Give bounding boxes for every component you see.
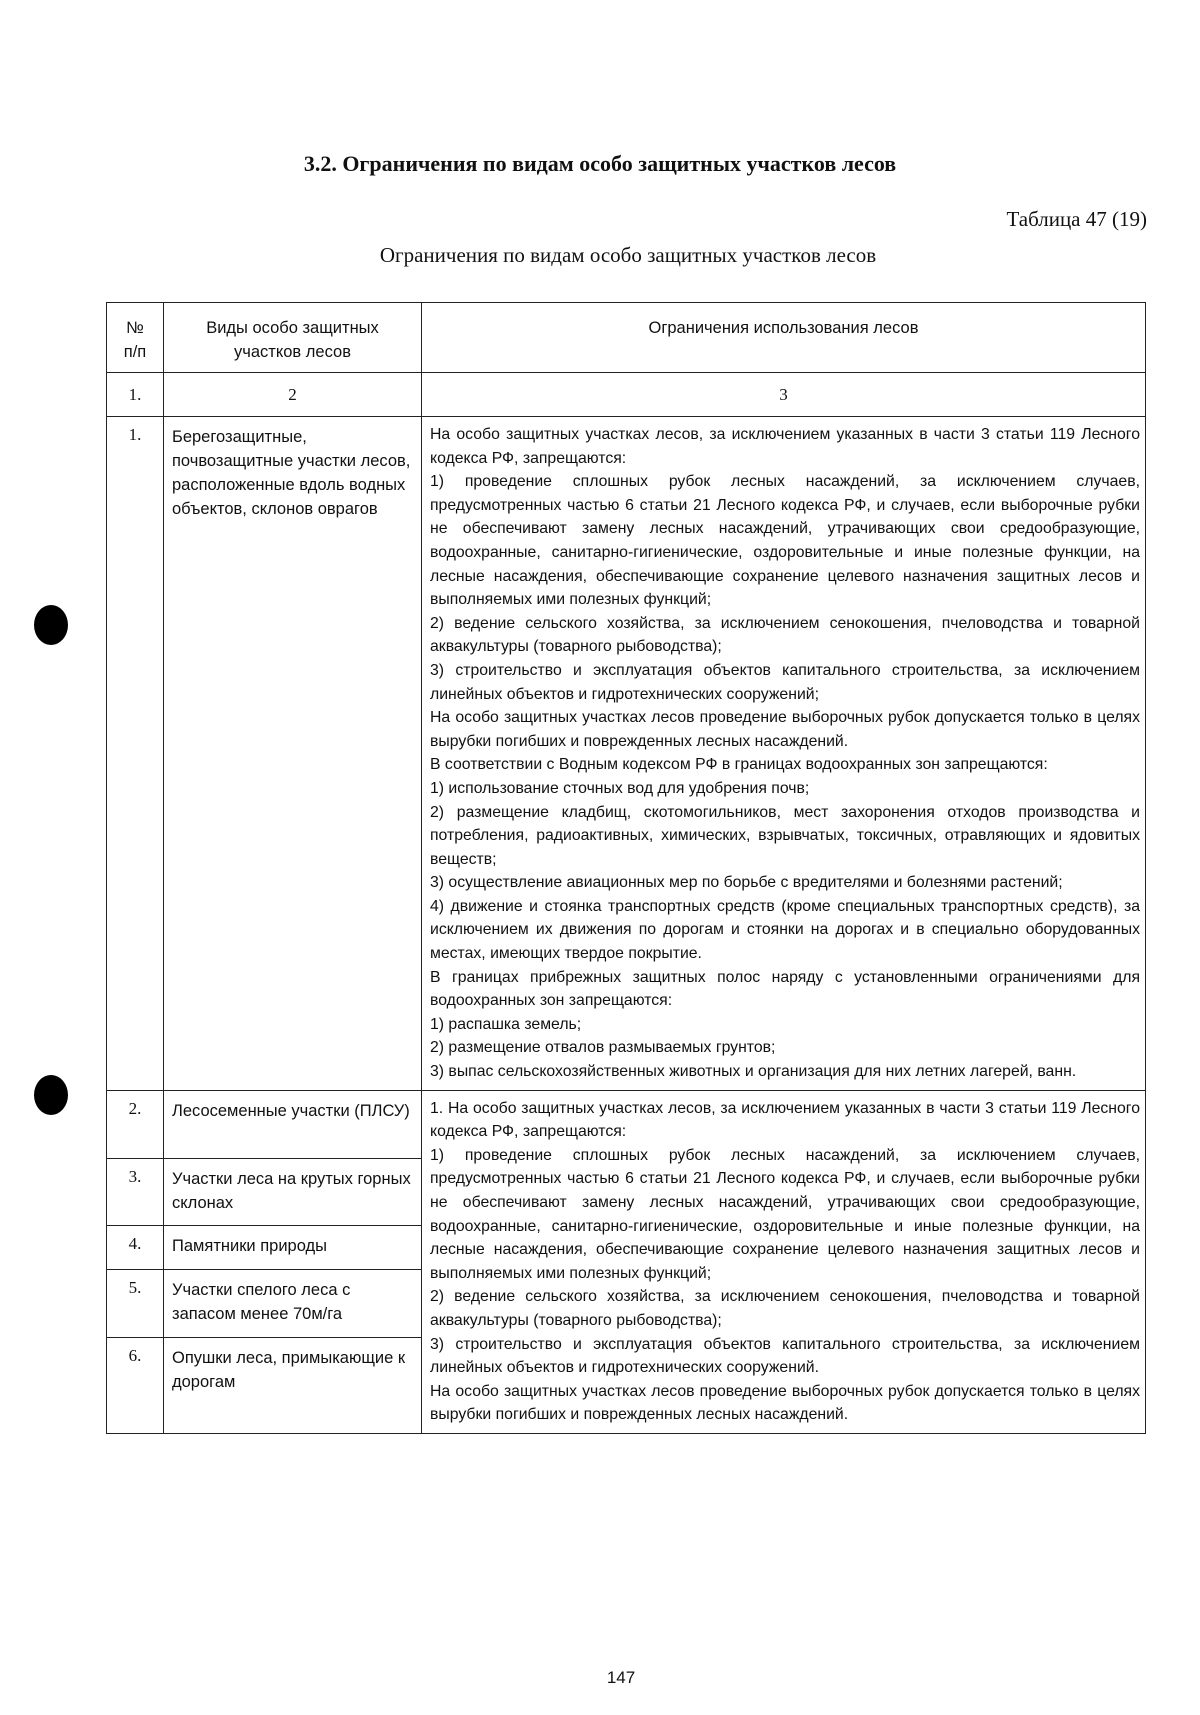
row-number: 1.	[107, 417, 164, 1091]
column-number: 3	[422, 373, 1146, 417]
restriction-paragraph: На особо защитных участках лесов проведение выборочных рубок допускается только в целях вырубки погибших и поврежденных лесных насаждений.	[430, 709, 1140, 750]
restriction-paragraph: 1) использование сточных вод для удобрения почв;	[430, 779, 810, 797]
header-kind: Виды особо защитных участков лесов	[164, 303, 422, 373]
row-kind: Опушки леса, примыкающие к дорогам	[164, 1337, 422, 1433]
row-number: 2.	[107, 1090, 164, 1158]
row-number: 3.	[107, 1158, 164, 1225]
row-restriction	[422, 1090, 1146, 1433]
table-caption: Ограничения по видам особо защитных участков лесов	[379, 243, 877, 267]
row-number: 5.	[107, 1269, 164, 1337]
restriction-paragraph: 1) распашка земель;	[430, 1015, 582, 1033]
restriction-paragraph: 1. На особо защитных участках лесов, за исключением указанных в части 3 статьи 119 Лесного кодекса РФ, запрещаются:	[430, 1099, 1140, 1141]
column-number-row	[107, 373, 1146, 417]
restriction-paragraph: 2) размещение отвалов размываемых грунтов;	[430, 1039, 776, 1057]
restriction-paragraph: 3) строительство и эксплуатация объектов капитального строительства, за исключением линейных объектов и гидротехнических сооружений.	[430, 1335, 1140, 1377]
restriction-paragraph: На особо защитных участках лесов проведение выборочных рубок допускается только в целях вырубки погибших и поврежденных лесных насаждений.	[430, 1382, 1140, 1424]
column-number: 2	[164, 373, 422, 417]
restriction-paragraph: 2) ведение сельского хозяйства, за исключением сенокошения, пчеловодства и товарной аквакультуры (товарного рыбоводства);	[430, 614, 1140, 656]
restriction-paragraph: 4) движение и стоянка транспортных средств (кроме специальных транспортных средств), за исключением их движения по дорогам и стоянки на дорогах и в специально оборудованных местах, имеющих твердое покрытие.	[430, 897, 1140, 963]
restriction-paragraph: 3) строительство и эксплуатация объектов капитального строительства, за исключением линейных объектов и гидротехнических сооружений;	[430, 661, 1140, 703]
header-num: № п/п	[107, 303, 164, 373]
row-kind: Участки спелого леса с запасом менее 70м/га	[164, 1269, 422, 1337]
punch-hole-top	[34, 605, 68, 645]
restriction-paragraph: 3) осуществление авиационных мер по борьбе с вредителями и болезнями растений;	[430, 874, 1063, 892]
restrictions-table	[106, 302, 1146, 1434]
restriction-paragraph: 1) проведение сплошных рубок лесных насаждений, за исключением случаев, предусмотренных частью 6 статьи 21 Лесного кодекса РФ, и случаев, если выборочные рубки не обеспечивают замену лесных насаждений, утрачивающих свои средообразующие, водоохранные, санитарно-гигиенические, оздоровительные и иные полезные функции, на лесные насаждения, обеспечивающие сохранение целевого назначения защитных лесов и выполняемых ими полезных функций;	[430, 473, 1140, 609]
row-kind: Памятники природы	[164, 1225, 422, 1269]
restriction-paragraph: В соответствии с Водным кодексом РФ в границах водоохранных зон запрещаются:	[430, 756, 1048, 774]
restriction-paragraph: 3) выпас сельскохозяйственных животных и организация для них летних лагерей, ванн.	[430, 1063, 1077, 1081]
row-kind: Участки леса на крутых горных склонах	[164, 1158, 422, 1225]
restriction-paragraph: 2) ведение сельского хозяйства, за исключением сенокошения, пчеловодства и товарной аквакультуры (товарного рыбоводства);	[430, 1288, 1140, 1329]
row-number: 4.	[107, 1225, 164, 1269]
row-number: 6.	[107, 1337, 164, 1433]
section-title: 3.2. Ограничения по видам особо защитных участков лесов	[303, 151, 897, 176]
header-restriction: Ограничения использования лесов	[422, 303, 1146, 373]
row-restriction	[422, 417, 1146, 1091]
row-kind: Лесосеменные участки (ПЛСУ)	[164, 1090, 422, 1158]
restriction-paragraph: 2) размещение кладбищ, скотомогильников, мест захоронения отходов производства и потребления, радиоактивных, химических, взрывчатых, токсичных, отравляющих и ядовитых веществ;	[430, 803, 1140, 868]
page-number: 147	[606, 1668, 636, 1687]
punch-hole-bottom	[34, 1075, 68, 1115]
table-row	[107, 1090, 1146, 1158]
restriction-paragraph: На особо защитных участках лесов, за исключением указанных в части 3 статьи 119 Лесного кодекса РФ, запрещаются:	[430, 426, 1140, 467]
row-kind: Берегозащитные, почвозащитные участки лесов, расположенные вдоль водных объектов, склонов оврагов	[164, 417, 422, 1091]
restriction-paragraph: В границах прибрежных защитных полос наряду с установленными ограничениями для водоохранных зон запрещаются:	[430, 968, 1140, 1010]
table-row	[107, 417, 1146, 1091]
table-number: Таблица 47 (19)	[1006, 207, 1147, 231]
restriction-paragraph: 1) проведение сплошных рубок лесных насаждений, за исключением случаев, предусмотренных частью 6 статьи 21 Лесного кодекса РФ, и случаев, если выборочные рубки не обеспечивают замену лесных насаждений, утрачивающих свои средообразующие, водоохранные, санитарно-гигиенические, оздоровительные и иные полезные функции, на лесные насаждения, обеспечивающие сохранение целевого назначения защитных лесов и выполняемых ими полезных функций;	[430, 1146, 1140, 1282]
table-header-row	[107, 303, 1146, 373]
column-number: 1.	[107, 373, 164, 417]
